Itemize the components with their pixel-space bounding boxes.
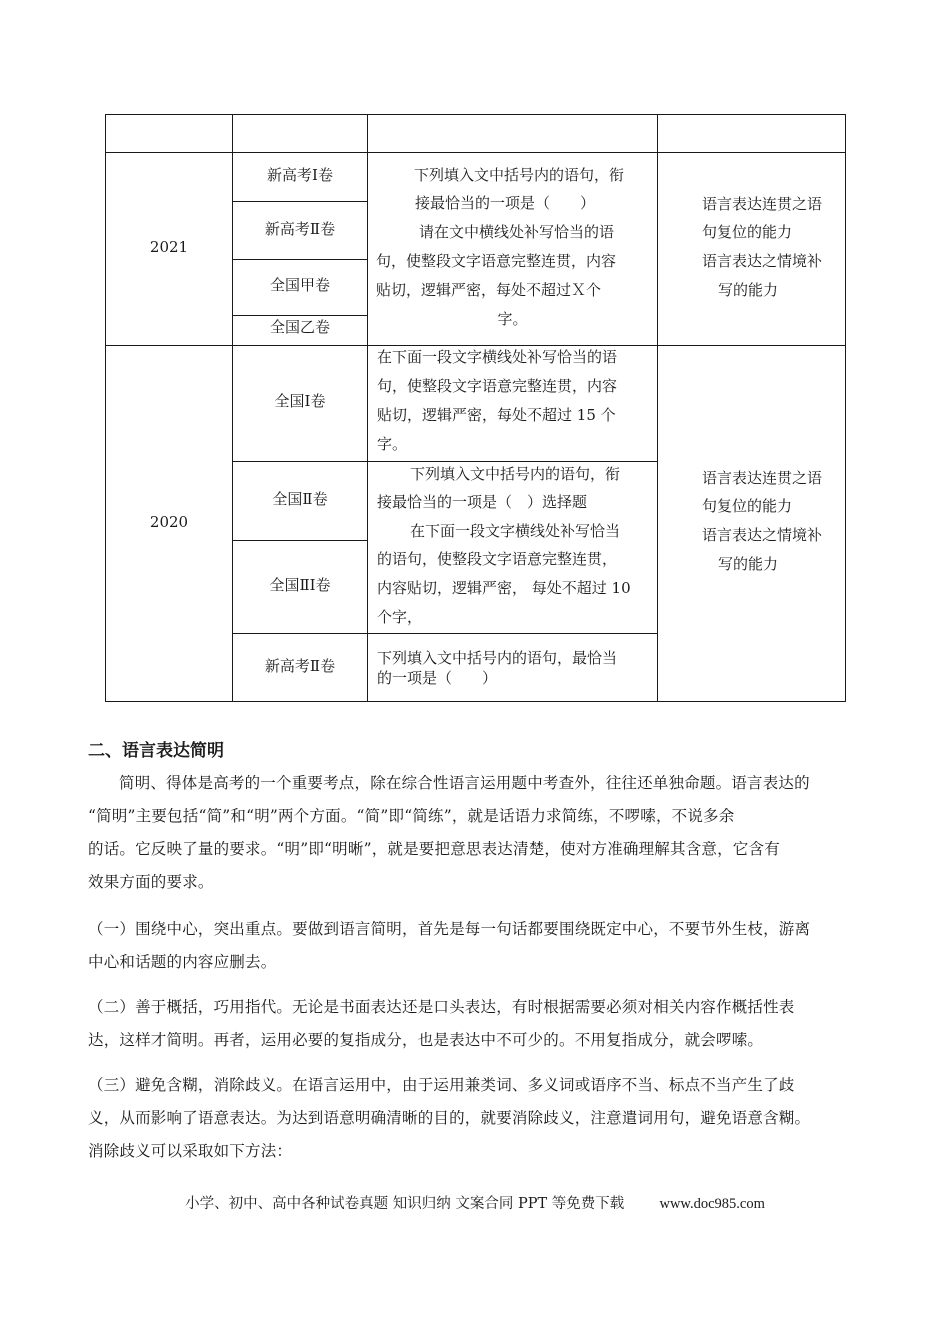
ability-line: 语言表达连贯之语 (702, 469, 823, 487)
paper-cell: 全国Ⅱ卷 (272, 490, 328, 508)
question-line: 句，使整段文字语意完整连贯，内容 (377, 377, 618, 395)
table-row-divider (105, 152, 846, 153)
ability-line: 语言表达之情境补 (702, 526, 823, 544)
body-line: 义，从而影响了语意表达。为达到语意明确清晰的目的，就要消除歧义，注意遣词用句，避免语意含糊。 (88, 1109, 811, 1127)
question-line: 的语句，使整段文字语意完整连贯， (377, 550, 618, 568)
footer-text: 小学、初中、高中各种试卷真题 知识归纳 文案合同 PPT 等免费下载 (185, 1196, 625, 1212)
table-col-divider (657, 114, 658, 702)
ability-line: 句复位的能力 (702, 223, 793, 241)
paper-cell: 全国乙卷 (269, 318, 330, 336)
question-line: 字。 (497, 310, 528, 328)
question-line: 下列填入文中括号内的语句，衔 (410, 465, 621, 483)
paper-cell: 新高考Ⅱ卷 (264, 657, 336, 675)
question-line: 下列填入文中括号内的语句，衔 (414, 166, 625, 184)
paper-cell: 全国甲卷 (269, 276, 330, 294)
body-line: （一）围绕中心，突出重点。要做到语言简明，首先是每一句话都要围绕既定中心，不要节外生枝，游离 (88, 920, 811, 938)
question-line: 个字， (377, 608, 423, 626)
ability-line: 语言表达连贯之语 (702, 195, 823, 213)
body-line: 的话。它反映了量的要求。“明”即“明晰”，就是要把意思表达清楚，使对方准确理解其含意，它含有 (88, 840, 780, 858)
page-footer (0, 1192, 950, 1213)
question-line: 句，使整段文字语意完整连贯，内容 (376, 252, 617, 270)
question-line: 字。 (377, 435, 408, 453)
table-border-bottom (105, 701, 846, 702)
table-border-right (845, 114, 846, 702)
section-heading: 二、语言表达简明 (88, 741, 224, 761)
paper-cell: 新高考Ⅰ卷 (267, 166, 333, 184)
question-line: 在下面一段文字横线处补写恰当的语 (377, 348, 618, 366)
question-line: 贴切，逻辑严密，每处不超过 15 个 (377, 406, 616, 424)
body-line: 达，这样才简明。再者，运用必要的复指成分，也是表达中不可少的。不用复指成分，就会啰嗦。 (88, 1031, 764, 1049)
paper-cell: 新高考Ⅱ卷 (264, 220, 336, 238)
footer-link[interactable]: www.doc985.com (659, 1196, 765, 1212)
body-line: “简明”主要包括“简”和“明”两个方面。“简”即“简练”，就是话语力求简练，不啰嗦，不说多余 (88, 807, 735, 825)
ability-line: 句复位的能力 (702, 497, 793, 515)
question-line: 内容贴切，逻辑严密， 每处不超过 10 (377, 579, 631, 597)
question-line: 的一项是（ ） (377, 669, 498, 687)
paper-cell: 全国ⅡⅠ卷 (269, 576, 331, 594)
ability-line: 语言表达之情境补 (702, 252, 823, 270)
question-line: 下列填入文中括号内的语句，最恰当 (377, 649, 618, 667)
table-border-top (105, 114, 846, 115)
ability-line: 写的能力 (718, 281, 779, 299)
question-line: 接最恰当的一项是（ ）选择题 (377, 493, 588, 511)
question-line: 请在文中横线处补写恰当的语 (419, 223, 615, 241)
body-line: 效果方面的要求。 (88, 873, 214, 891)
cell-divider (232, 540, 367, 541)
table-col-divider (367, 114, 368, 702)
question-line: 在下面一段文字横线处补写恰当 (410, 522, 621, 540)
body-line: （三）避免含糊，消除歧义。在语言运用中，由于运用兼类词、多义词或语序不当、标点不当产生了歧 (88, 1076, 795, 1094)
question-line: 接最恰当的一项是（ ） (415, 194, 596, 212)
cell-divider (232, 633, 657, 634)
year-2020: 2020 (149, 513, 189, 531)
year-2021: 2021 (149, 238, 189, 256)
body-line: 消除歧义可以采取如下方法： (88, 1142, 293, 1160)
body-line: 中心和话题的内容应删去。 (88, 953, 277, 971)
ability-line: 写的能力 (718, 555, 779, 573)
cell-divider (232, 259, 367, 260)
question-line: 贴切，逻辑严密，每处不超过Ｘ个 (376, 281, 602, 299)
cell-divider (232, 201, 367, 202)
body-line: （二）善于概括，巧用指代。无论是书面表达还是口头表达，有时根据需要必须对相关内容作概括性表 (88, 998, 795, 1016)
table-border-left (105, 114, 106, 702)
body-line: 简明、得体是高考的一个重要考点，除在综合性语言运用题中考查外，往往还单独命题。语言表达的 (119, 774, 810, 792)
paper-cell: 全国Ⅰ卷 (274, 392, 326, 410)
